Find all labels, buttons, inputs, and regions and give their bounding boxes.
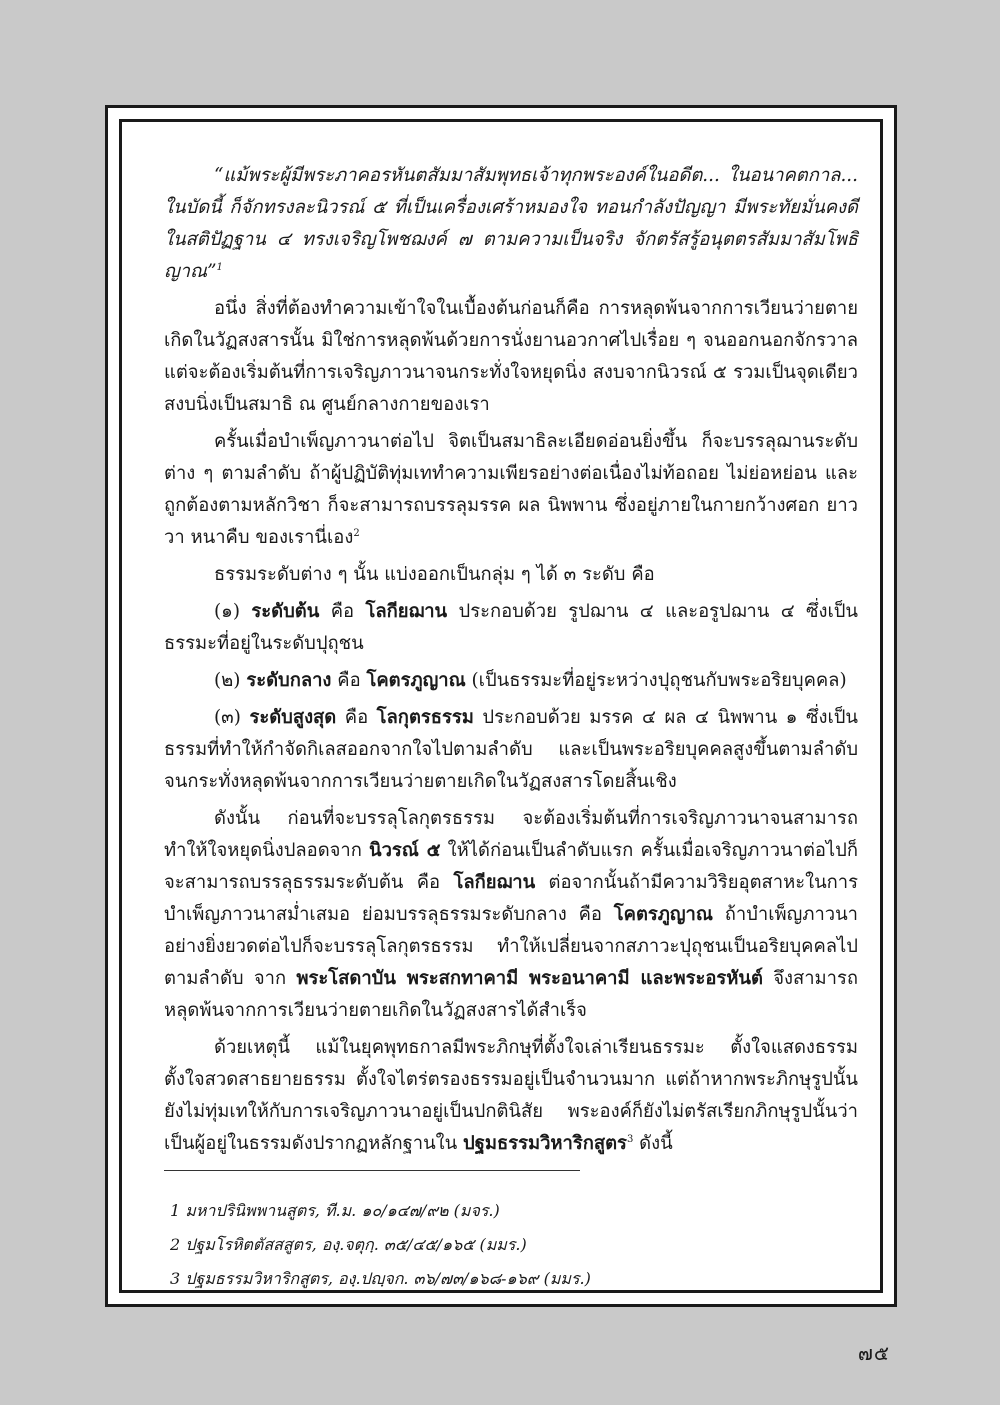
list-item-2-number: (๒): [214, 670, 247, 691]
paragraph-5-term: ปฐมธรรมวิหาริกสูตร: [463, 1133, 627, 1154]
list-item-3-number: (๓): [214, 707, 250, 728]
list-item-2-level: ระดับกลาง: [246, 670, 332, 691]
list-item-1-text-a: คือ: [319, 601, 366, 622]
footnote-ref-3[interactable]: 3: [626, 1133, 634, 1145]
list-item-3: [164, 702, 858, 798]
quote-open-mark: “: [214, 165, 224, 186]
page-frame-inner: [119, 119, 883, 1293]
list-item-3-text-a: คือ: [336, 707, 377, 728]
footnote-ref-2[interactable]: 2: [353, 527, 360, 539]
list-item-1-term: โลกียฌาน: [365, 601, 448, 622]
quote-text: แม้พระผู้มีพระภาคอรหันตสัมมาสัมพุทธเจ้าทุกพระองค์ในอดีต... ในอนาคตกาล... ในบัดนี้ ก็จักทรงละนิวรณ์ ๕ ที่เป็นเครื่องเศร้าหมองใจ ทอนกำลังปัญญา มีพระทัยมั่นคงดีในสติปัฏฐาน ๔ ทรงเจริญโพชฌงค์ ๗ ตามความเป็นจริง จักตรัสรู้อนุตตรสัมมาสัมโพธิญาณ: [164, 165, 858, 282]
list-item-2-term: โคตรภูญาณ: [366, 670, 466, 691]
paragraph-4-text-d: ถ้าบำเพ็ญภาวนาอย่างยิ่งยวดต่อไปก็จะบรรลุโลกุตรธรรม ทำให้เปลี่ยนจากสภาวะปุถุชนเป็นอริยบุคคลไปตามลำดับ จาก: [164, 904, 858, 989]
list-item-1-text-b: ประกอบด้วย รูปฌาน ๔ และอรูปฌาน ๔ ซึ่งเป็นธรรมะที่อยู่ในระดับปุถุชน: [164, 601, 858, 654]
paragraph-4-term-d: พระโสดาบัน พระสกทาคามี พระอนาคามี และพระอรหันต์: [296, 968, 763, 989]
footnote-ref-1[interactable]: 1: [216, 261, 223, 273]
paragraph-4-text-a: ดังนั้น ก่อนที่จะบรรลุโลกุตรธรรม จะต้องเริ่มต้นที่การเจริญภาวนาจนสามารถทำให้ใจหยุดนิ่งปลอดจาก: [164, 808, 858, 861]
paragraph-4-term-a: นิวรณ์ ๕: [369, 840, 441, 861]
paragraph-3: ธรรมระดับต่าง ๆ นั้น แบ่งออกเป็นกลุ่ม ๆ ได้ ๓ ระดับ คือ: [214, 564, 655, 585]
footnote-divider: [164, 1170, 580, 1171]
paragraph-5: [164, 1032, 858, 1160]
footnote-2: 2 ปฐมโรหิตตัสสสูตร, องฺ.จตุกฺ. ๓๕/๔๕/๑๖๕ (มมร.): [170, 1235, 527, 1254]
paragraph-5-text-a: ด้วยเหตุนี้ แม้ในยุคพุทธกาลมีพระภิกษุที่ตั้งใจเล่าเรียนธรรมะ ตั้งใจแสดงธรรม ตั้งใจสวดสาธยายธรรม ตั้งใจไตร่ตรองธรรมอยู่เป็นจำนวนมาก แต่ถ้าหากพระภิกษุรูปนั้นยังไม่ทุ่มเทให้กับการเจริญภาวนาอยู่เป็นปกตินิสัย พระองค์ก็ยังไม่ตรัสเรียกภิกษุรูปนั้นว่าเป็นผู้อยู่ในธรรมดังปรากฏหลักฐานใน: [164, 1037, 858, 1154]
paragraph-2-text: ครั้นเมื่อบำเพ็ญภาวนาต่อไป จิตเป็นสมาธิละเอียดอ่อนยิ่งขึ้น ก็จะบรรลุฌานระดับต่าง ๆ ตามลำดับ ถ้าผู้ปฏิบัติทุ่มเททำความเพียรอย่างต่อเนื่องไม่ท้อถอย ไม่ย่อหย่อน และถูกต้องตามหลักวิชา ก็จะสามารถบรรลุมรรค ผล นิพพาน ซึ่งอยู่ภายในกายกว้างศอก ยาววา หนาคืบ ของเรานี่เอง: [164, 431, 858, 548]
quote-close-mark: ”: [207, 261, 217, 282]
list-item-1: [164, 596, 858, 660]
list-item-3-level: ระดับสูงสุด: [249, 707, 337, 728]
footnote-3: 3 ปฐมธรรมวิหาริกสูตร, องฺ.ปญฺจก. ๓๖/๗๓/๑๖๘-๑๖๙ (มมร.): [170, 1269, 591, 1288]
footnote-1: 1 มหาปรินิพพานสูตร, ที.ม. ๑๐/๑๔๗/๙๒ (มจร.): [170, 1201, 500, 1220]
paragraph-4-text-e: จึงสามารถหลุดพ้นจากการเวียนว่ายตายเกิดในวัฏสงสารได้สำเร็จ: [164, 968, 858, 1021]
quote-paragraph: [164, 160, 858, 288]
paragraph-4-term-c: โคตรภูญาณ: [613, 904, 713, 925]
paragraph-5-text-b: ดังนี้: [633, 1133, 673, 1154]
paragraph-4-text-c: ต่อจากนั้นถ้ามีความวิริยอุตสาหะในการบำเพ็ญภาวนาสม่ำเสมอ ย่อมบรรลุธรรมระดับกลาง คือ: [164, 872, 858, 925]
paragraph-4: [164, 803, 858, 1027]
list-item-3-text-b: ประกอบด้วย มรรค ๔ ผล ๔ นิพพาน ๑ ซึ่งเป็นธรรมที่ทำให้กำจัดกิเลสออกจากใจไปตามลำดับ และเป็นพระอริยบุคคลสูงขึ้นตามลำดับ จนกระทั่งหลุดพ้นจากการเวียนว่ายตายเกิดในวัฏสงสารโดยสิ้นเชิง: [164, 707, 858, 792]
list-item-2-text-a: คือ: [331, 670, 367, 691]
list-item-2: [164, 665, 858, 697]
list-item-2-text-b: (เป็นธรรมะที่อยู่ระหว่างปุถุชนกับพระอริยบุคคล): [465, 670, 847, 691]
paragraph-4-term-b: โลกียฌาน: [453, 872, 536, 893]
list-item-1-number: (๑): [214, 601, 252, 622]
list-item-1-level: ระดับต้น: [251, 601, 320, 622]
footnotes: [170, 1194, 858, 1296]
page-frame-outer: [105, 105, 897, 1307]
list-item-3-term: โลกุตรธรรม: [376, 707, 474, 728]
body-text: [164, 160, 858, 1165]
paragraph-2: [164, 426, 858, 554]
paragraph-4-text-b: ให้ได้ก่อนเป็นลำดับแรก ครั้นเมื่อเจริญภาวนาต่อไปก็จะสามารถบรรลุธรรมระดับต้น คือ: [164, 840, 858, 893]
paragraph-1: อนึ่ง สิ่งที่ต้องทำความเข้าใจในเบื้องต้นก่อนก็คือ การหลุดพ้นจากการเวียนว่ายตายเกิดในวัฏสงสารนั้น มิใช่การหลุดพ้นด้วยการนั่งยานอวกาศไปเรื่อย ๆ จนออกนอกจักรวาล แต่จะต้องเริ่มต้นที่การเจริญภาวนาจนกระทั่งใจหยุดนิ่ง สงบจากนิวรณ์ ๕ รวมเป็นจุดเดียว สงบนิ่งเป็นสมาธิ ณ ศูนย์กลางกายของเรา: [164, 298, 858, 415]
page-number: ๗๕: [857, 1341, 890, 1365]
